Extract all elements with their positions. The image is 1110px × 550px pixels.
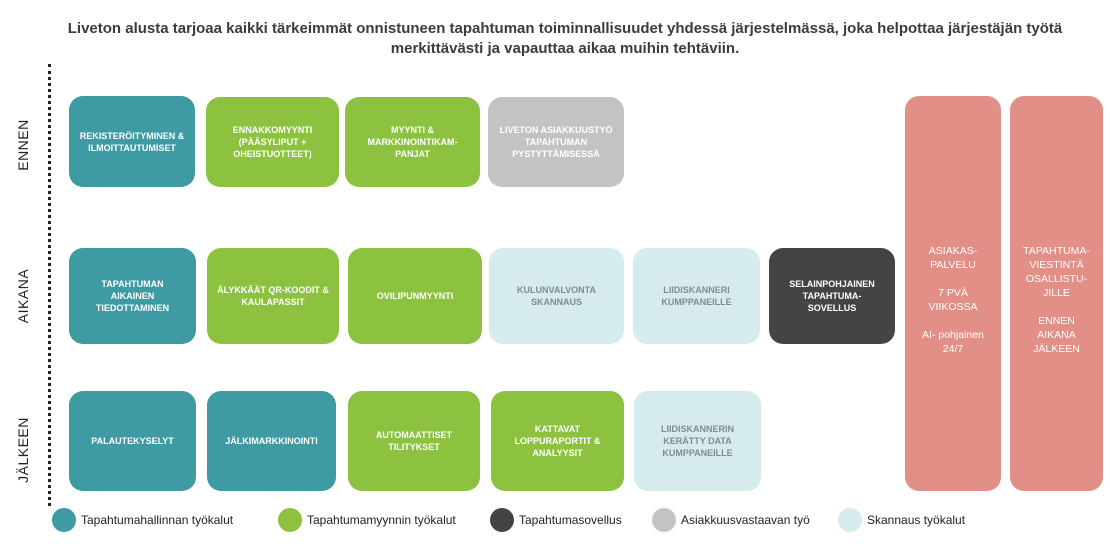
box-lead-scanner: LIIDISKANNERI KUMPPANEILLE — [633, 248, 760, 344]
box-customer-work: LIVETON ASIAKKUUSTYÖ TAPAHTUMAN PYSTYTTÄMISESSÄ — [488, 97, 624, 187]
box-event-communication: TAPAHTUMAN AIKAINEN TIEDOTTAMINEN — [69, 248, 196, 344]
box-aftermarketing: JÄLKIMARKKINOINTI — [207, 391, 336, 491]
legend-item-customer-work — [652, 508, 810, 532]
communication-line5: ENNEN — [1038, 315, 1075, 327]
box-registration: REKISTERÖITYMINEN & ILMOITTAUTUMISET — [69, 96, 195, 187]
legend-label: Asiakkuusvastaavan työ — [681, 513, 810, 527]
box-qr-codes: ÄLYKKÄÄT QR-KOODIT & KAULAPASSIT — [207, 248, 339, 344]
legend-label: Skannaus työkalut — [867, 513, 966, 527]
box-presale: ENNAKKOMYYNTI (PÄÄSYLIPUT + OHEISTUOTTEET) — [206, 97, 339, 187]
communication-line3: OSALLISTU- — [1025, 273, 1088, 285]
box-access-control: KULUNVALVONTA SKANNAUS — [489, 248, 624, 344]
phase-label-during: AIKANA — [15, 268, 31, 324]
legend-label: Tapahtumamyynnin työkalut — [307, 513, 456, 527]
box-sales-marketing: MYYNTI & MARKKINOINTIKAM-PANJAT — [345, 97, 480, 187]
communication-line2: VIESTINTÄ — [1029, 259, 1084, 271]
legend-label: Tapahtumahallinnan työkalut — [81, 513, 234, 527]
legend-dot-grey — [652, 508, 676, 532]
legend-item-management — [52, 508, 233, 532]
phase-label-after: JÄLKEEN — [15, 417, 31, 483]
legend-item-scanning — [838, 508, 965, 532]
communication-line6: AIKANA — [1037, 329, 1076, 341]
legend-dot-lightblue — [838, 508, 862, 532]
timeline-dotted-line — [48, 64, 51, 506]
customer-service-line2: PALVELU — [930, 259, 976, 271]
customer-service-line3: 7 PVÄ — [938, 287, 968, 299]
legend-dot-dark — [490, 508, 514, 532]
legend-dot-green — [278, 508, 302, 532]
box-feedback: PALAUTEKYSELYT — [69, 391, 196, 491]
customer-service-line1: ASIAKAS- — [928, 245, 978, 257]
customer-service-line4: VIIKOSSA — [928, 301, 978, 313]
box-automatic-settlements: AUTOMAATTISET TILITYKSET — [348, 391, 480, 491]
box-lead-data: LIIDISKANNERIN KERÄTTY DATA KUMPPANEILLE — [634, 391, 761, 491]
box-event-app: SELAINPOHJAINEN TAPAHTUMA-SOVELLUS — [769, 248, 895, 344]
box-final-reports: KATTAVAT LOPPURAPORTIT & ANALYYSIT — [491, 391, 624, 491]
customer-service-line5: AI- pohjainen — [922, 329, 984, 341]
column-customer-service — [905, 96, 1001, 491]
page-title: Liveton alusta tarjoaa kaikki tärkeimmät onnistuneen tapahtuman toiminnallisuudet yhdessä järjestelmässä, joka helpottaa järjestäjän työtä merkittävästi ja vapauttaa aikaa muihin tehtäviin. — [67, 20, 1063, 57]
box-door-ticket-sales: OVILIPUNMYYNTI — [348, 248, 482, 344]
legend-item-app — [490, 508, 622, 532]
communication-line7: JÄLKEEN — [1033, 343, 1080, 355]
communication-line4: JILLE — [1043, 287, 1070, 299]
legend-label: Tapahtumasovellus — [519, 513, 622, 527]
phase-label-before: ENNEN — [15, 119, 31, 171]
column-event-communication — [1010, 96, 1103, 491]
legend-dot-teal — [52, 508, 76, 532]
legend-item-sales — [278, 508, 456, 532]
communication-line1: TAPAHTUMA- — [1023, 245, 1090, 257]
customer-service-line6: 24/7 — [942, 343, 964, 355]
